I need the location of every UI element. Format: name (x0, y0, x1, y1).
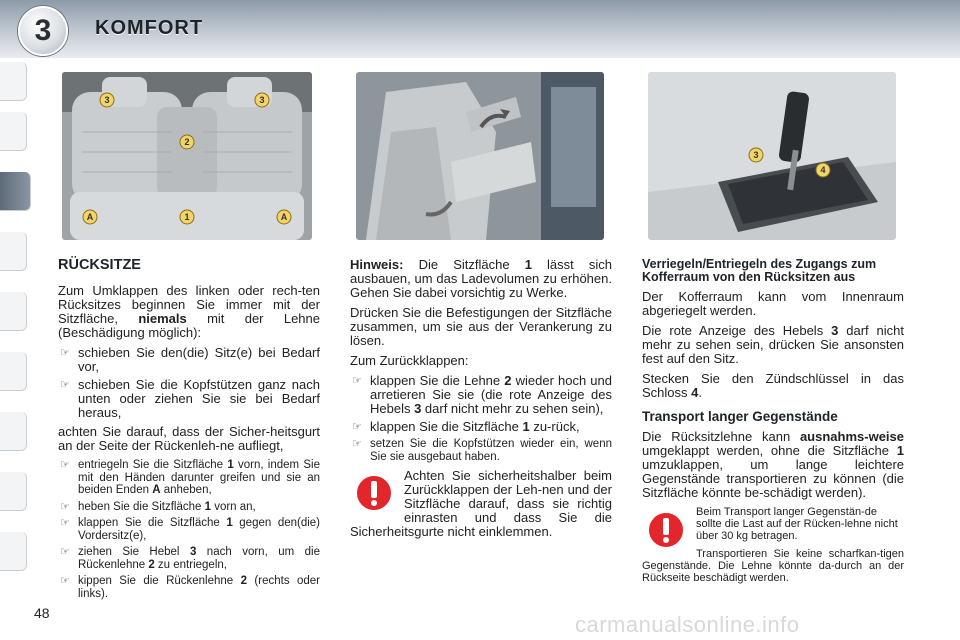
step-bold: 3 (189, 546, 197, 558)
pointer-icon: ☞ (60, 575, 70, 587)
belt-paragraph: achten Sie darauf, dass der Sicher-heitsgurt an der Seite der Rückenleh-ne aufliegt, (58, 424, 320, 453)
hint-label: Hinweis: (350, 257, 404, 272)
warning-box-long-objects (642, 506, 904, 584)
list-item (350, 420, 612, 434)
step-bold: 1 (204, 500, 211, 513)
folded-seat-photo (356, 72, 604, 240)
step-text: zu entriegeln, (154, 558, 227, 571)
pointer-icon: ☞ (352, 375, 362, 387)
step-text: klappen Sie die Sitzfläche (370, 419, 523, 434)
long-bold: 1 (896, 443, 904, 458)
pointer-icon: ☞ (60, 517, 70, 529)
pointer-icon: ☞ (60, 347, 70, 359)
trunk-paragraph-3 (642, 372, 904, 400)
fold-back-heading: Zum Zurückklappen: (350, 353, 469, 368)
side-tab-3-active[interactable] (0, 172, 31, 211)
long-text: umgeklappt werden, ohne die Sitzfläche (642, 443, 897, 458)
step-bold: 1 (227, 459, 234, 471)
long-text: umzuklappen, um lange leichtere Gegenstände transportieren zu können (die Sitzfläche könnte be-schädigt werden). (642, 457, 904, 500)
warning-text-sharp: Transportieren Sie keine scharfkan-tigen Gegenstände. Die Lehne könnte da-durch an der Rückseite beschädigt werden. (642, 548, 904, 584)
column-trunk-access (642, 258, 904, 590)
list-item (58, 517, 320, 542)
list-item (58, 346, 320, 374)
step-text: setzen Sie die Kopfstützen wieder ein, wenn Sie sie ausgebaut haben. (370, 438, 612, 463)
side-tab-2[interactable] (0, 112, 27, 151)
step-text: klappen Sie die Lehne (370, 373, 505, 388)
step-text: vorn, indem Sie mit den Händen darunter greifen und sie an beiden Enden (78, 459, 320, 496)
side-tab-1[interactable] (0, 62, 27, 101)
hint-text: Die Sitzfläche (403, 257, 525, 272)
trunk-lock-photo (648, 72, 896, 240)
side-tab-7[interactable] (0, 412, 27, 451)
step-text: nach vorn, um die Rückenlehne (78, 546, 320, 571)
step-text: zu-rück, (529, 419, 580, 434)
warning-icon (354, 473, 394, 513)
list-preparation (58, 346, 320, 420)
seat-label-2: 2 (184, 137, 190, 147)
list-item (350, 374, 612, 416)
seat-label-a-left: A (86, 212, 94, 222)
list-folding-steps (58, 459, 320, 600)
warning-text-weight: Beim Transport langer Gegenstän-de sollte die Last auf der Rücken-lehne nicht über 30 kg betragen. (696, 506, 898, 542)
step-text: klappen Sie die Sitzfläche (78, 517, 227, 529)
pointer-icon: ☞ (60, 500, 70, 513)
pointer-icon: ☞ (60, 459, 70, 471)
intro-text-a: Zum Umklappen des linken oder rech-ten Rücksitzes beginnen Sie immer mit der Sitzfläche, (58, 283, 320, 326)
step-bold: 1 (522, 419, 530, 434)
long-objects-paragraph (642, 430, 904, 500)
step-text: kippen Sie die Rückenlehne (78, 575, 241, 587)
release-paragraph: Drücken Sie die Befestigungen der Sitzfläche zusammen, um sie aus der Verankerung zu lösen. (350, 305, 612, 348)
step-text: ziehen Sie Hebel (78, 546, 190, 558)
trunk-bold: 4 (691, 385, 699, 400)
list-item (58, 575, 320, 600)
side-tab-8[interactable] (0, 472, 27, 511)
step-bold: 2 (148, 558, 155, 571)
warning-text: Achten Sie sicherheitshalber beim Zurückklappen der Leh-nen und der Sitzfläche darauf, dass sie richtig einrasten und dass Sie die Sicherheitsgurte nicht einklemmen. (350, 468, 612, 539)
side-tab-6[interactable] (0, 352, 27, 391)
pointer-icon: ☞ (352, 438, 362, 450)
step-bold: 2 (504, 373, 512, 388)
step-text: heben Sie die Sitzfläche (78, 500, 205, 513)
warning-icon (646, 510, 686, 550)
seat-label-a-right: A (280, 212, 288, 222)
step-bold: 2 (240, 575, 248, 587)
list-item (58, 501, 320, 514)
trunk-paragraph-1: Der Kofferraum kann vom Innenraum abgeriegelt werden. (642, 289, 904, 318)
list-item-text: schieben Sie den(die) Sitz(e) bei Bedarf vor, (78, 345, 320, 374)
lock-label-4: 4 (820, 165, 826, 175)
intro-paragraph (58, 284, 320, 340)
list-item (58, 546, 320, 571)
trunk-text: . (698, 385, 702, 400)
chapter-title: KOMFORT (95, 17, 204, 39)
list-item (58, 378, 320, 420)
intro-text-b: mit der Lehne (Beschädigung möglich): (58, 311, 320, 340)
warning-box (350, 469, 612, 539)
hint-text: lässt sich ausbauen, um das Ladevolumen zu erhöhen. Gehen Sie dabei vorsichtig zu Werke. (350, 257, 612, 300)
step-bold: A (152, 484, 161, 496)
column-hint (350, 258, 612, 545)
section-heading-long-objects: Transport langer Gegenstände (642, 409, 838, 424)
side-tab-strip (0, 62, 30, 622)
rear-seats-photo (62, 72, 312, 240)
list-fold-back (350, 374, 612, 463)
trunk-paragraph-2 (642, 324, 904, 366)
list-item (58, 459, 320, 497)
seat-label-3-right: 3 (259, 95, 265, 105)
side-tab-9[interactable] (0, 532, 27, 571)
intro-bold: niemals (138, 311, 187, 326)
pointer-icon: ☞ (352, 421, 362, 433)
watermark: carmanualsonline.info (575, 612, 800, 637)
long-bold: ausnahms-weise (799, 429, 904, 444)
trunk-bold: 3 (831, 323, 839, 338)
step-bold: 3 (414, 401, 422, 416)
step-text: gegen den(die) Vordersitz(e), (78, 517, 321, 542)
trunk-text: darf nicht mehr zu sehen sein, drücken Sie ansonsten fest auf den Sitz. (642, 323, 905, 366)
list-item (350, 438, 612, 463)
page-number: 48 (34, 605, 50, 621)
step-text: darf nicht mehr zu sehen sein), (421, 401, 604, 416)
hint-paragraph (350, 258, 612, 300)
chapter-number-badge (18, 6, 68, 56)
seat-label-3-left: 3 (104, 95, 110, 105)
step-bold: 1 (226, 517, 233, 529)
trunk-text: Stecken Sie den Zündschlüssel in das Schloss (642, 371, 904, 400)
step-text: vorn an, (211, 500, 256, 513)
section-heading-rear-seats: RÜCKSITZE (58, 257, 141, 273)
section-heading-trunk-access: Verriegeln/Entriegeln des Zugangs zum Kofferraum von den Rücksitzen aus (642, 257, 877, 284)
step-text: entriegeln Sie die Sitzfläche (78, 459, 228, 471)
pointer-icon: ☞ (60, 379, 70, 391)
list-item-text: schieben Sie die Kopfstützen ganz nach unten oder ziehen Sie sie bei Bedarf heraus, (78, 377, 320, 420)
seat-label-1: 1 (184, 212, 190, 222)
hint-bold: 1 (524, 257, 532, 272)
chapter-number: 3 (34, 14, 52, 47)
pointer-icon: ☞ (60, 546, 70, 558)
column-rear-seats (58, 258, 320, 605)
step-text: anheben, (160, 484, 212, 496)
long-text: Die Rücksitzlehne kann (642, 429, 800, 444)
step-text: wieder hoch und arretieren Sie sie (die rote Anzeige des Hebels (370, 373, 612, 416)
side-tab-4[interactable] (0, 232, 27, 271)
lock-label-3: 3 (753, 150, 759, 160)
trunk-text: Die rote Anzeige des Hebels (642, 323, 832, 338)
side-tab-5[interactable] (0, 292, 27, 331)
step-text: (rechts oder links). (78, 575, 320, 600)
